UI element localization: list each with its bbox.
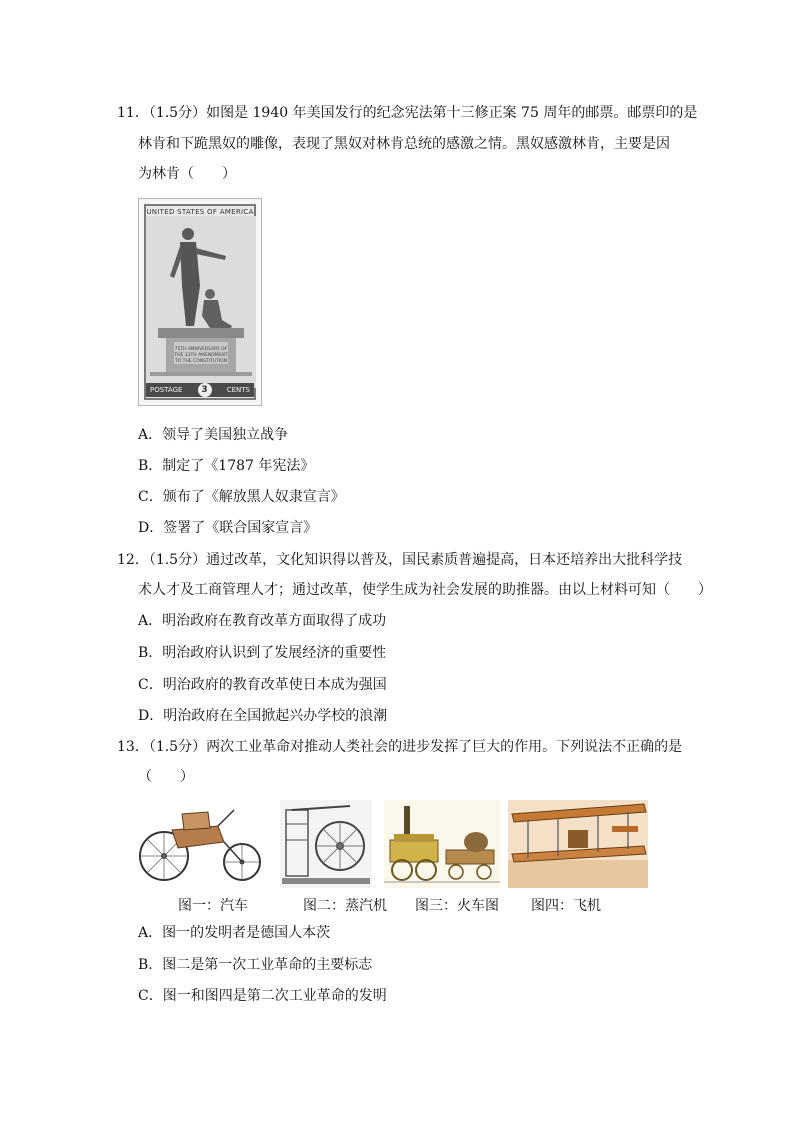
q11-stem-line2: 林肯和下跪黑奴的雕像，表现了黑奴对林肯总统的感激之情。黑奴感激林肯，主要是因	[138, 136, 670, 152]
svg-text:75TH ANNIVERSARY OF: 75TH ANNIVERSARY OF	[174, 347, 228, 352]
stamp-postage-text: POSTAGE	[150, 386, 183, 394]
stamp-country-text: UNITED STATES OF AMERICA	[146, 208, 254, 216]
airplane-image	[508, 800, 648, 888]
lincoln-stamp-image	[138, 198, 262, 406]
q12-stem-line1: 12．（1.5分）通过改革，文化知识得以普及，国民素质普遍提高，日本还培养出大批科学技	[117, 552, 683, 568]
q12-option-d: D．明治政府在全国掀起兴办学校的浪潮	[138, 708, 388, 724]
q13-caption-1: 图一：汽车	[178, 898, 248, 914]
q11-stem-line3: 为林肯（ ）	[138, 166, 236, 182]
svg-text:TO THE CONSTITUTION: TO THE CONSTITUTION	[174, 359, 228, 364]
stamp-postage-bar	[146, 383, 254, 397]
q12-option-a: A．明治政府在教育改革方面取得了成功	[138, 613, 387, 629]
q13-figures	[138, 800, 650, 892]
q13-option-a: A．图一的发明者是德国人本茨	[138, 925, 331, 941]
stamp-value-text: 3	[198, 383, 212, 397]
q13-caption-2: 图二：蒸汽机	[303, 898, 387, 914]
q12-option-b: B．明治政府认识到了发展经济的重要性	[138, 645, 387, 661]
steam-engine-image	[280, 800, 372, 888]
q11-option-b: B．制定了《1787 年宪法》	[138, 458, 315, 474]
lincoln-statue-icon	[146, 216, 256, 388]
q13-caption-3: 图三：火车图	[415, 898, 499, 914]
q13-stem-line2: （ ）	[138, 769, 194, 785]
q13-option-b: B．图二是第一次工业革命的主要标志	[138, 957, 373, 973]
svg-text:THE 13TH AMENDMENT: THE 13TH AMENDMENT	[174, 353, 228, 358]
locomotive-image	[384, 800, 500, 888]
q13-option-c: C．图一和图四是第二次工业革命的发明	[138, 988, 387, 1004]
stamp-cents-text: CENTS	[226, 386, 250, 394]
q11-option-c: C．颁布了《解放黑人奴隶宣言》	[138, 489, 345, 505]
q13-stem-line1: 13．（1.5分）两次工业革命对推动人类社会的进步发挥了巨大的作用。下列说法不正确的是	[117, 739, 683, 755]
q11-stem-line1: 11．（1.5分）如图是 1940 年美国发行的纪念宪法第十三修正案 75 周年的邮票。邮票印的是	[117, 105, 698, 121]
q11-option-a: A．领导了美国独立战争	[138, 427, 289, 443]
benz-car-image	[138, 800, 270, 888]
q11-option-d: D．签署了《联合国家宣言》	[138, 520, 318, 536]
q12-stem-line2: 术人才及工商管理人才；通过改革，使学生成为社会发展的助推器。由以上材料可知（ ）	[138, 582, 712, 598]
q12-option-c: C．明治政府的教育改革使日本成为强国	[138, 677, 387, 693]
q13-caption-4: 图四：飞机	[531, 898, 601, 914]
